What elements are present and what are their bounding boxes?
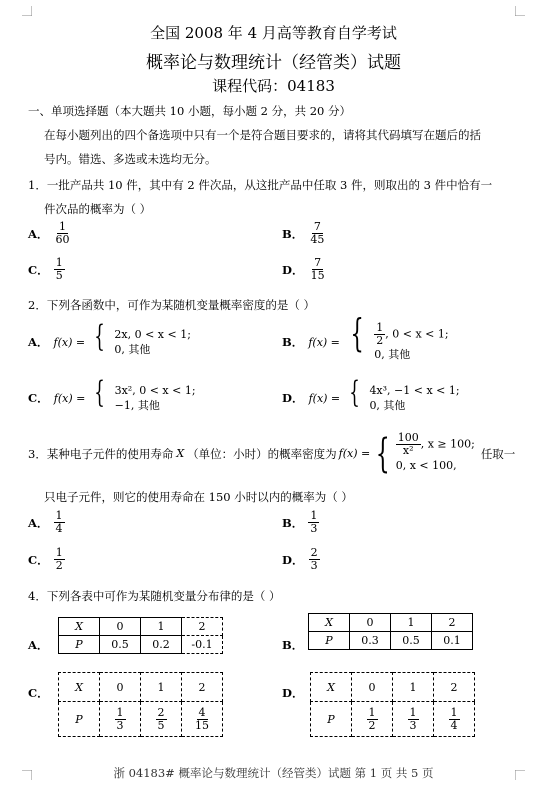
q4-table-a: X 0 1 2 P 0.5 0.2 -0.1	[58, 617, 223, 654]
function-lhs: f(x) =	[53, 392, 86, 405]
option-label: C．	[28, 263, 49, 277]
q1-option-d	[282, 257, 327, 282]
question-4-text: 4．下列各表中可作为某随机变量分布律的是（ ）	[28, 589, 281, 603]
fraction: $\frac{1}{5}$	[55, 256, 63, 282]
option-label: D．	[282, 391, 304, 405]
fraction: $\frac{1}{3}$	[310, 509, 318, 535]
q4-table-d: X 0 1 2 P $\frac{1}{2}$ $\frac{1}{3}$ $\frac{1}{4}$	[310, 672, 475, 737]
fraction: $\frac{1}{3}$	[116, 705, 124, 732]
brace-glyph: {	[94, 375, 106, 410]
fraction: $\frac{2}{5}$	[157, 705, 165, 732]
question-1-text-1: 1．一批产品共 10 件，其中有 2 件次品，从这批产品中任取 3 件，则取出的 3 件中恰有一	[28, 178, 493, 192]
question-2-text: 2．下列各函数中，可作为某随机变量概率密度的是（ ）	[28, 298, 315, 312]
piecewise-cases: 4x³, −1 < x < 1; 0, 其他	[369, 383, 460, 412]
option-label: B．	[282, 227, 304, 241]
fraction: $\frac{4}{15}$	[195, 705, 209, 732]
piecewise-cases: 2x, 0 < x < 1; 0, 其他	[114, 327, 191, 356]
fraction: $\frac{7}{45}$	[310, 220, 325, 246]
question-3-text-1: 3．某种电子元件的使用寿命 X （单位：小时）的概率密度为 f(x) = { $\frac{100}{\text{x²}}$ , x ≥ 100; 0, x < 100, 任取一	[28, 430, 516, 477]
fraction: $\frac{7}{15}$	[310, 256, 325, 282]
q2-option-a	[28, 319, 191, 357]
option-label: A．	[28, 335, 49, 349]
option-label: B．	[282, 516, 304, 530]
fraction: $\frac{1}{2}$	[55, 546, 63, 572]
section-title: 一、单项选择题（本大题共 10 小题，每小题 2 分，共 20 分）	[28, 104, 352, 118]
q3-option-c	[28, 547, 65, 572]
q3-option-a	[28, 510, 65, 535]
fraction: $\frac{2}{3}$	[310, 546, 318, 572]
course-code: 课程代码：04183	[212, 77, 335, 95]
q2-option-d	[282, 375, 460, 413]
function-lhs: f(x) =	[308, 392, 341, 405]
function-lhs: f(x) =	[338, 447, 371, 460]
fraction: $\frac{1}{2}$	[376, 320, 384, 347]
q3-option-b	[282, 510, 319, 535]
fraction: $\frac{1}{3}$	[409, 705, 417, 732]
q4-table-b: X 0 1 2 P 0.3 0.5 0.1	[308, 613, 473, 650]
crop-mark-top-left	[22, 6, 32, 16]
piecewise-cases: 3x², 0 < x < 1; −1, 其他	[114, 383, 196, 412]
piecewise-cases: $\frac{100}{\text{x²}}$ , x ≥ 100; 0, x < 100,	[395, 431, 475, 472]
option-label: C．	[28, 553, 49, 567]
fraction: $\frac{1}{4}$	[55, 509, 63, 535]
option-label: D．	[282, 686, 304, 700]
exam-heading: 全国 2008 年 4 月高等教育自学考试	[150, 24, 397, 42]
section-instruction-1: 在每小题列出的四个备选项中只有一个是符合题目要求的，请将其代码填写在题后的括	[44, 128, 481, 142]
option-label: D．	[282, 553, 304, 567]
q2-option-b	[282, 311, 449, 362]
function-lhs: f(x) =	[53, 336, 86, 349]
option-label: B．	[282, 335, 304, 349]
brace-glyph: {	[349, 375, 361, 410]
option-label: C．	[28, 686, 49, 700]
option-label: A．	[28, 516, 49, 530]
piecewise-cases: $\frac{1}{2}$ , 0 < x < 1; 0, 其他	[374, 320, 449, 361]
function-lhs: f(x) =	[308, 336, 340, 349]
exam-title: 概率论与数理统计（经管类）试题	[146, 53, 401, 73]
option-label: A．	[28, 227, 49, 241]
q2-option-c	[28, 375, 196, 413]
option-label: B．	[282, 638, 304, 652]
question-1-text-2: 件次品的概率为（ ）	[44, 202, 152, 216]
crop-mark-top-right	[515, 6, 525, 16]
page-footer: 浙 04183# 概率论与数理统计（经管类）试题 第 1 页 共 5 页	[113, 766, 434, 780]
q4-table-c: X 0 1 2 P $\frac{1}{3}$ $\frac{2}{5}$ $\frac{4}{15}$	[58, 672, 223, 737]
brace-glyph: {	[375, 430, 390, 477]
option-label: A．	[28, 638, 49, 652]
fraction: $\frac{100}{\text{x²}}$	[397, 431, 419, 457]
q1-option-b	[282, 221, 326, 246]
brace-glyph: {	[350, 311, 364, 355]
question-3-text-2: 只电子元件，则它的使用寿命在 150 小时以内的概率为（ ）	[44, 490, 353, 504]
option-label: D．	[282, 263, 304, 277]
fraction: $\frac{1}{4}$	[450, 705, 458, 732]
fraction: $\frac{1}{2}$	[368, 705, 376, 732]
section-instruction-2: 号内。错选、多选或未选均无分。	[44, 152, 217, 166]
option-label: C．	[28, 391, 49, 405]
q1-option-c	[28, 257, 65, 282]
q1-option-a	[28, 221, 72, 246]
brace-glyph: {	[94, 319, 106, 354]
fraction: $\frac{1}{60}$	[55, 220, 70, 246]
q3-option-d	[282, 547, 320, 572]
